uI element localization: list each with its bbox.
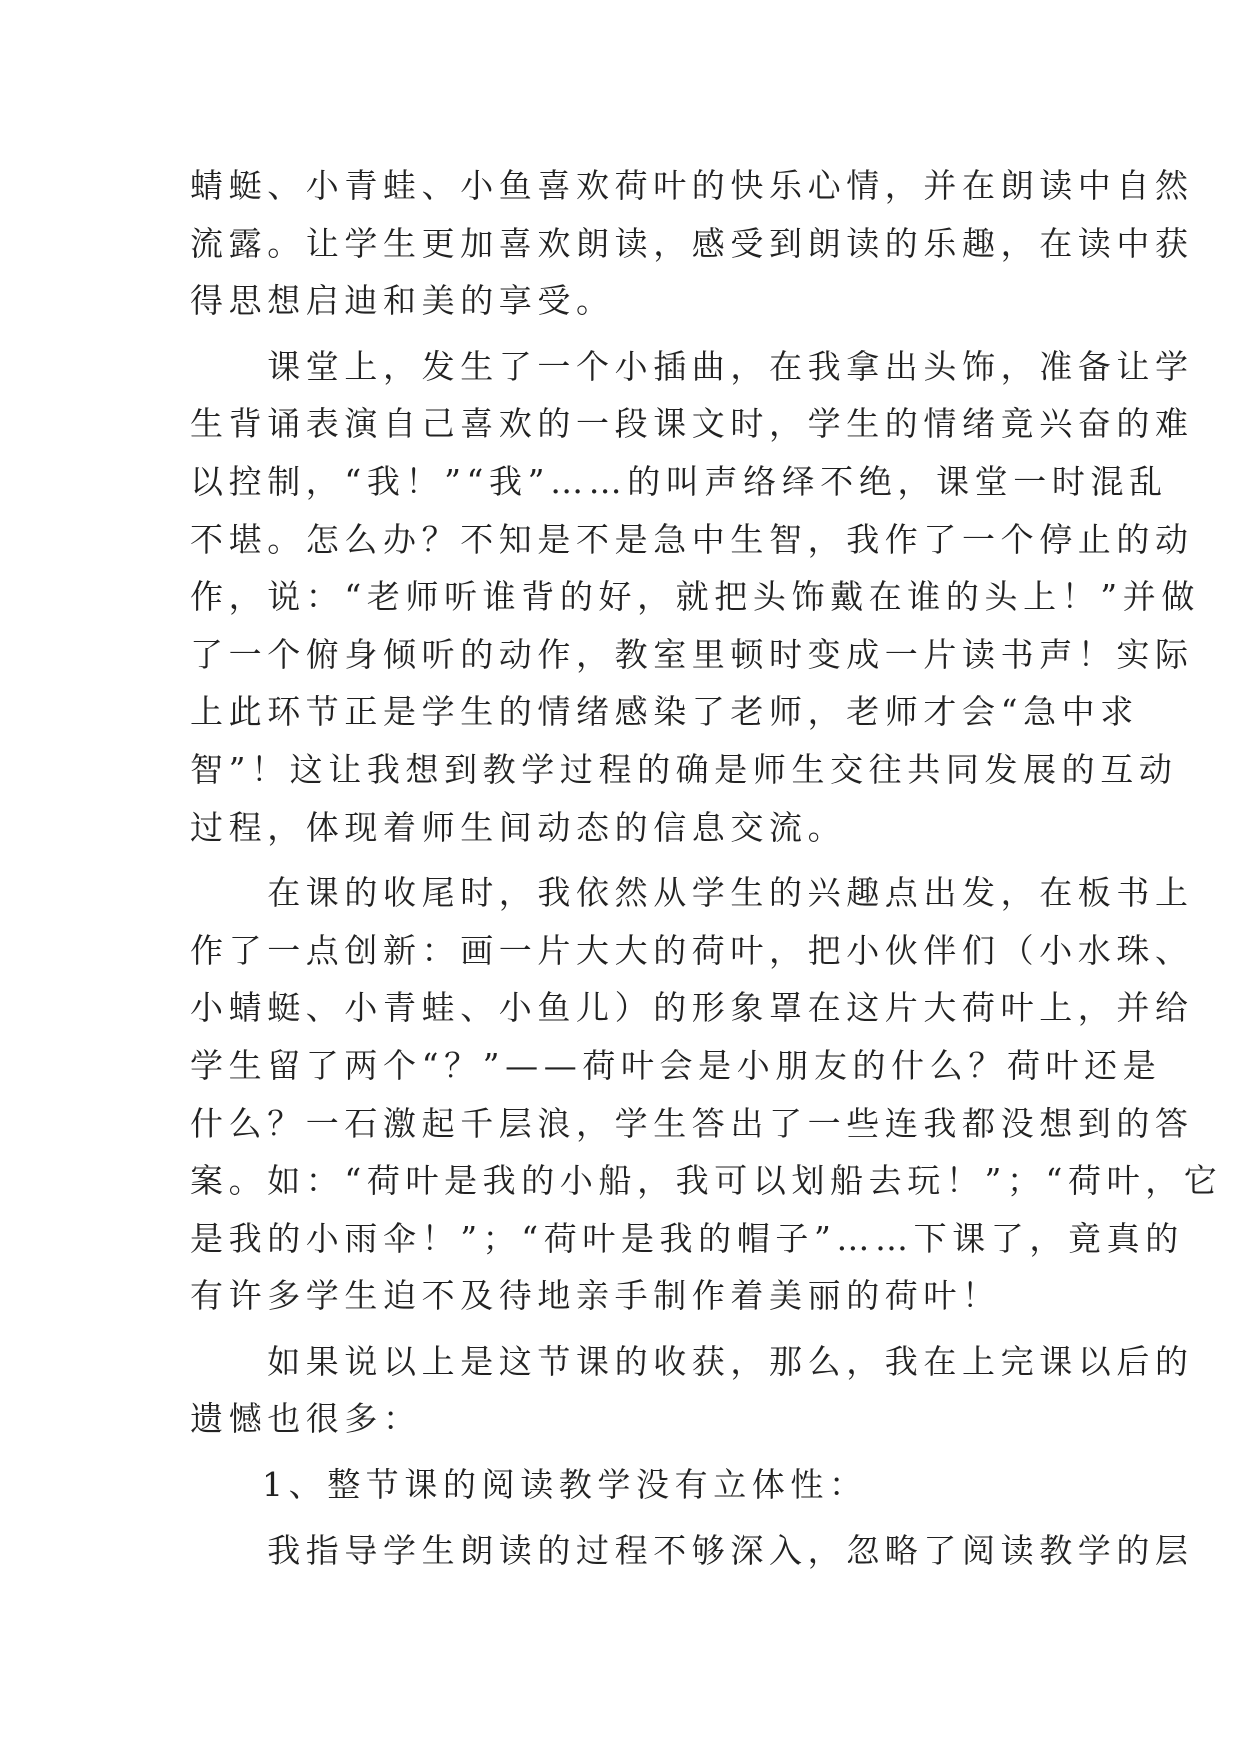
text-line: 1、整节课的阅读教学没有立体性：	[262, 1465, 868, 1505]
paragraph-lesson-ending	[190, 864, 1223, 1325]
text-line: 在课的收尾时，我依然从学生的兴趣点出发，在板书上	[190, 873, 1194, 913]
text-line: 我指导学生朗读的过程不够深入，忽略了阅读教学的层	[190, 1530, 1194, 1570]
paragraph-continued	[190, 157, 1194, 330]
numbered-heading	[190, 1456, 1070, 1514]
text-line: 智”！这让我想到教学过程的确是师生交往共同发展的互动	[190, 749, 1178, 789]
text-line: 流露。让学生更加喜欢朗读，感受到朗读的乐趣，在读中获	[190, 223, 1194, 263]
text-line: 作，说：“老师听谁背的好，就把头饰戴在谁的头上！”并做	[190, 577, 1200, 617]
paragraph-reading-guidance	[190, 1522, 1194, 1580]
text-line: 学生留了两个“？”——荷叶会是小朋友的什么？荷叶还是	[190, 1045, 1162, 1085]
paragraph-regrets-intro	[190, 1333, 1194, 1448]
text-line: 生背诵表演自己喜欢的一段课文时，学生的情绪竟兴奋的难	[190, 404, 1194, 444]
text-line: 什么？一石激起千层浪，学生答出了一些连我都没想到的答	[190, 1103, 1194, 1143]
text-line: 是我的小雨伞！”；“荷叶是我的帽子”……下课了，竟真的	[190, 1218, 1184, 1258]
text-line: 有许多学生迫不及待地亲手制作着美丽的荷叶！	[190, 1276, 1001, 1316]
text-line: 案。如：“荷叶是我的小船，我可以划船去玩！”；“荷叶，它	[190, 1161, 1223, 1201]
text-line: 遗憾也很多：	[190, 1399, 422, 1439]
document-body	[190, 157, 1223, 1579]
text-line: 课堂上，发生了一个小插曲，在我拿出头饰，准备让学	[190, 346, 1194, 386]
text-line: 过程，体现着师生间动态的信息交流。	[190, 807, 847, 847]
text-line: 上此环节正是学生的情绪感染了老师，老师才会“急中求	[190, 692, 1139, 732]
text-line: 如果说以上是这节课的收获，那么，我在上完课以后的	[190, 1341, 1194, 1381]
text-line: 蜻蜓、小青蛙、小鱼喜欢荷叶的快乐心情，并在朗读中自然	[190, 166, 1194, 205]
text-line: 得思想启迪和美的享受。	[190, 281, 615, 321]
text-line: 小蜻蜓、小青蛙、小鱼儿）的形象罩在这片大荷叶上，并给	[190, 988, 1194, 1028]
text-line: 不堪。怎么办？不知是不是急中生智，我作了一个停止的动	[190, 519, 1194, 559]
paragraph-classroom-episode	[190, 338, 1200, 856]
text-line: 作了一点创新：画一片大大的荷叶，把小伙伴们（小水珠、	[190, 930, 1194, 970]
text-line: 以控制，“我！”“我”……的叫声络绎不绝，课堂一时混乱	[190, 461, 1168, 501]
text-line: 了一个俯身倾听的动作，教室里顿时变成一片读书声！实际	[190, 634, 1194, 674]
